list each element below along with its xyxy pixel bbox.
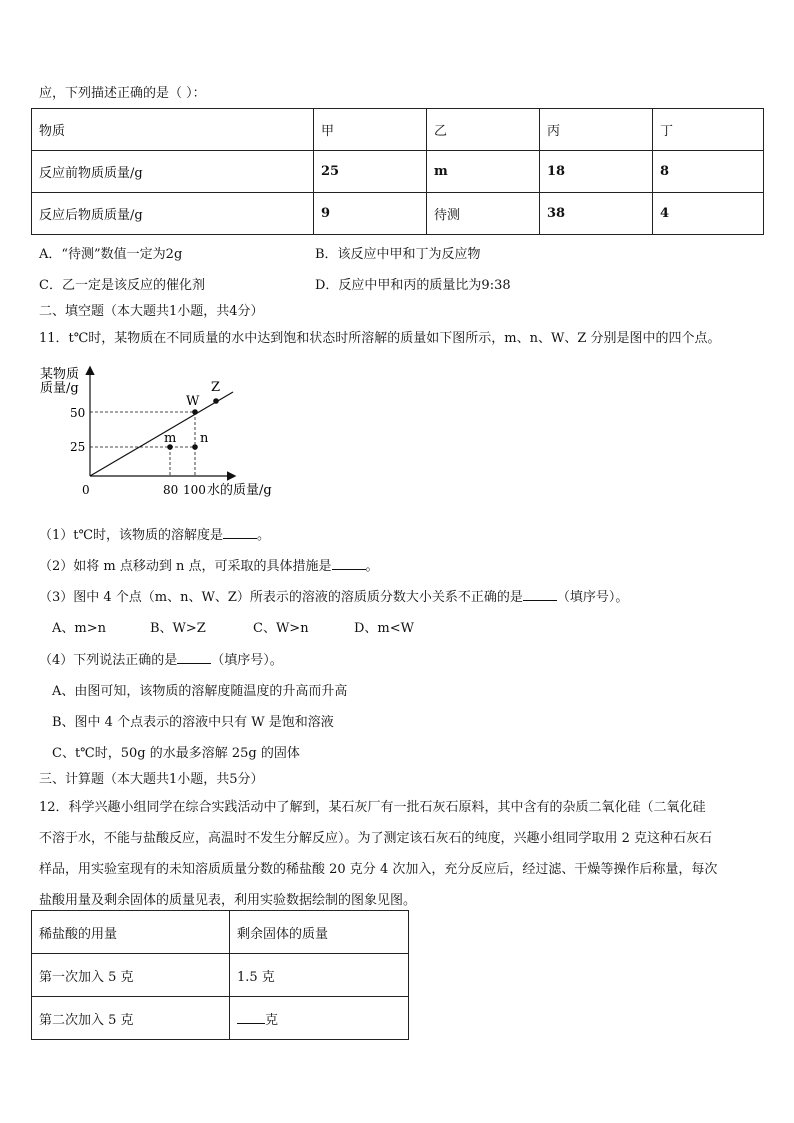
table-cell: 8 <box>653 151 764 193</box>
point-Z <box>213 398 219 404</box>
y-axis-label-line1: 某物质 <box>40 367 80 382</box>
q12-line: 12．科学兴趣小组同学在综合实践活动中了解到，某石灰厂有一批石灰石原料，其中含有的杂质二氧化硅（二氧化硅 <box>39 800 706 815</box>
table-cell: 待测 <box>427 193 540 235</box>
answer-blank[interactable] <box>332 557 366 570</box>
table-cell: 甲 <box>314 109 427 151</box>
q11-sub2 <box>39 555 379 574</box>
table-cell: 物质 <box>32 109 314 151</box>
q11-sub3-option: C、W>n <box>253 621 309 636</box>
q10-table <box>31 108 764 235</box>
q11-sub2-text: （2）如将 m 点移动到 n 点，可采取的具体措施是 <box>39 559 332 574</box>
table-cell: 第一次加入 5 克 <box>32 954 230 997</box>
section-heading: 三、计算题（本大题共1小题，共5分） <box>39 772 264 787</box>
table-row <box>32 109 764 151</box>
q11-sub3-text: （3）图中 4 个点（m、n、W、Z）所表示的溶液的溶质质分数大小关系不正确的是 <box>39 590 523 605</box>
x-tick-label: 0 <box>82 483 90 497</box>
q10-option-a: A．“待测”数值一定为2g <box>39 247 183 262</box>
y-tick-label: 25 <box>70 440 86 454</box>
x-tick-label: 100 <box>183 483 206 497</box>
q11-sub2-end: 。 <box>365 559 379 574</box>
table-cell: 丁 <box>653 109 764 151</box>
q11-sub1-text: （1）t℃时，该物质的溶解度是 <box>39 528 224 543</box>
series-line <box>90 392 233 476</box>
point-label-m: m <box>164 431 177 446</box>
q11-sub3 <box>39 586 628 605</box>
answer-blank[interactable] <box>237 1011 265 1024</box>
table-cell: 25 <box>314 151 427 193</box>
q10-intro: 应，下列描述正确的是（ ）： <box>39 86 206 101</box>
table-cell: 38 <box>540 193 653 235</box>
q11-sub4 <box>39 649 283 668</box>
table-row <box>32 954 409 997</box>
x-axis-label: 水的质量/g <box>207 483 272 498</box>
table-cell: 4 <box>653 193 764 235</box>
q11-sub3-option: A、m>n <box>52 621 106 636</box>
table-cell <box>230 997 409 1040</box>
table-row <box>32 151 764 193</box>
q11-stem: 11．t℃时，某物质在不同质量的水中达到饱和状态时所溶解的质量如下图所示，m、n、W、Z 分别是图中的四个点。 <box>39 331 721 346</box>
table-cell: 丙 <box>540 109 653 151</box>
table-cell: 反应后物质质量/g <box>32 193 314 235</box>
table-cell: m <box>427 151 540 193</box>
q11-sub4-option-a: A、由图可知，该物质的溶解度随温度的升高而升高 <box>52 684 348 699</box>
q11-sub4-option-c: C、t℃时，50g 的水最多溶解 25g 的固体 <box>52 746 300 761</box>
table-cell: 18 <box>540 151 653 193</box>
solubility-chart <box>30 358 290 508</box>
y-tick-label: 50 <box>70 406 86 420</box>
q11-sub1 <box>39 524 270 543</box>
x-tick-label: 80 <box>163 483 179 497</box>
q11-sub1-end: 。 <box>257 528 271 543</box>
answer-blank[interactable] <box>223 526 257 539</box>
q10-option-d: D．反应中甲和丙的质量比为9:38 <box>315 278 511 293</box>
q11-sub4-option-b: B、图中 4 个点表示的溶液中只有 W 是饱和溶液 <box>52 715 334 730</box>
q12-line: 不溶于水，不能与盐酸反应，高温时不发生分解反应）。为了测定该石灰石的纯度，兴趣小组同学取用 2 克这种石灰石 <box>39 831 713 846</box>
point-label-n: n <box>200 431 209 446</box>
unit-label: 克 <box>265 1012 279 1028</box>
q11-sub3-option: B、W>Z <box>150 621 206 636</box>
q11-sub3-end: （填序号）。 <box>556 590 629 605</box>
q11-sub4-text: （4）下列说法正确的是 <box>39 653 178 668</box>
q10-option-b: B．该反应中甲和丁为反应物 <box>315 247 481 262</box>
table-cell: 第二次加入 5 克 <box>32 997 230 1040</box>
point-W <box>192 409 198 415</box>
table-header-cell: 稀盐酸的用量 <box>32 911 230 954</box>
section-heading: 二、填空题（本大题共1小题，共4分） <box>39 304 264 319</box>
point-label-Z: Z <box>211 380 221 395</box>
table-header-cell: 剩余固体的质量 <box>230 911 409 954</box>
table-cell: 乙 <box>427 109 540 151</box>
answer-blank[interactable] <box>177 651 211 664</box>
answer-blank[interactable] <box>523 588 557 601</box>
q12-line: 盐酸用量及剩余固体的质量见表，利用实验数据绘制的图象见图。 <box>39 893 417 908</box>
point-label-W: W <box>186 394 200 409</box>
y-axis-label-line2: 质量/g <box>40 381 79 396</box>
table-cell: 9 <box>314 193 427 235</box>
q11-sub3-option: D、m<W <box>354 621 415 636</box>
table-row <box>32 997 409 1040</box>
point-n <box>192 444 198 450</box>
table-cell: 反应前物质质量/g <box>32 151 314 193</box>
table-row <box>32 911 409 954</box>
q12-line: 样品，用实验室现有的未知溶质质量分数的稀盐酸 20 克分 4 次加入，充分反应后，经过滤、干燥等操作后称量，每次 <box>39 862 718 877</box>
q11-sub4-end: （填序号）。 <box>211 653 283 668</box>
q10-option-c: C．乙一定是该反应的催化剂 <box>39 278 205 293</box>
q12-table <box>31 910 409 1040</box>
table-row <box>32 193 764 235</box>
table-cell: 1.5 克 <box>230 954 409 997</box>
